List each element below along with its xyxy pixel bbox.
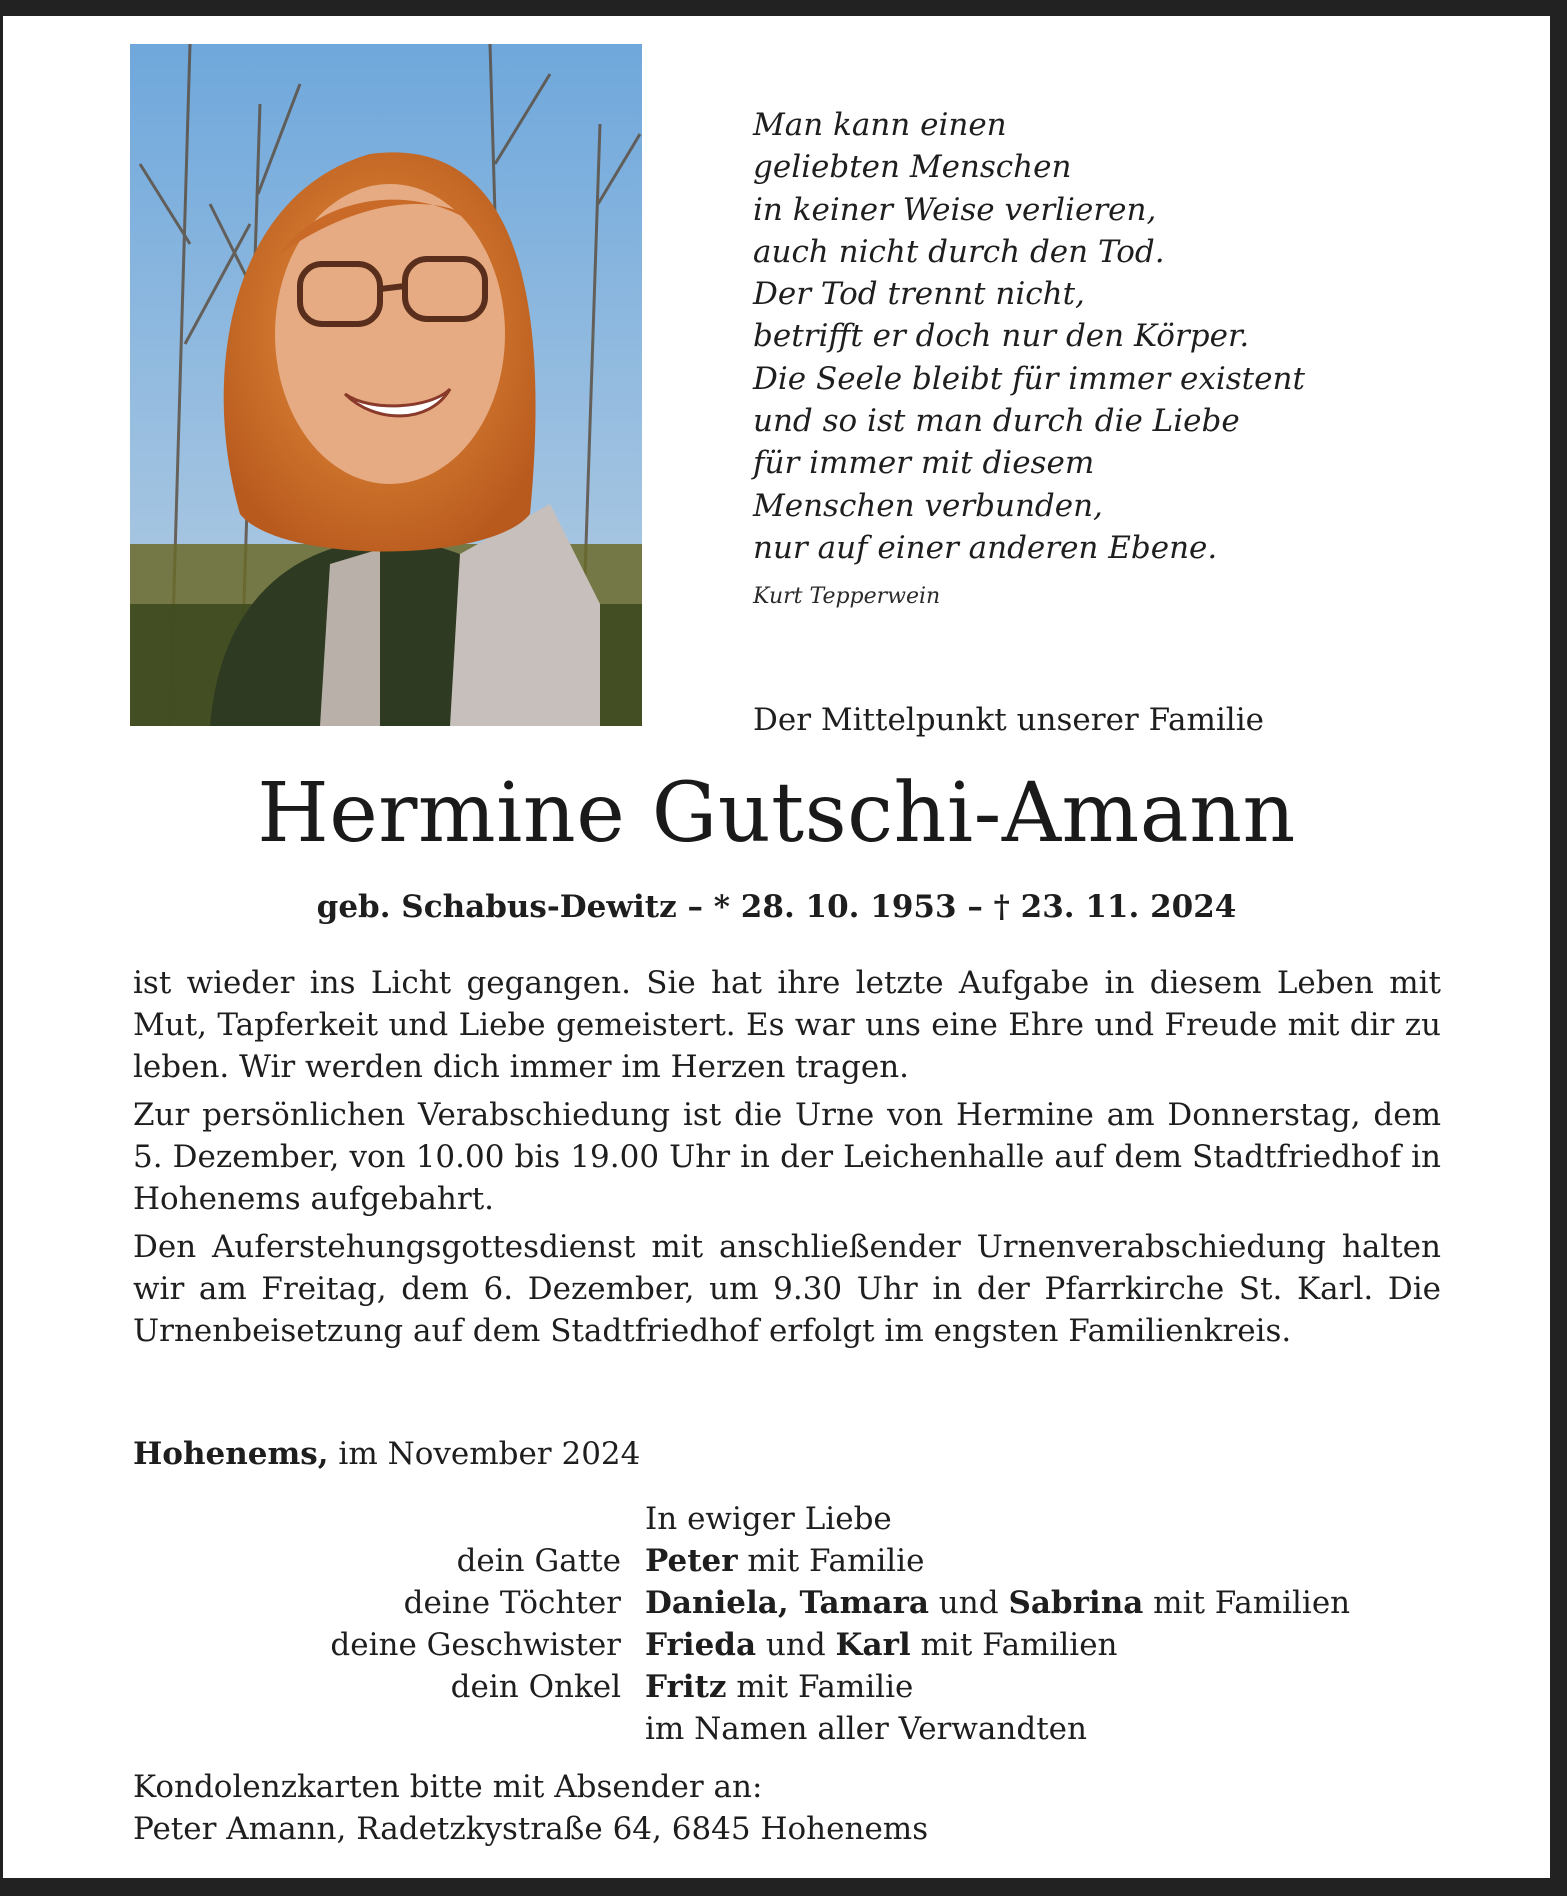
signer-relation: dein Onkel (450, 1669, 621, 1705)
signer-row: dein Onkel Fritz mit Familie (133, 1666, 1443, 1708)
quote-line: nur auf einer anderen Ebene. (753, 529, 1218, 566)
footer-line: Peter Amann, Radetzkystraße 64, 6845 Hohenems (133, 1811, 929, 1847)
deceased-name: Hermine Gutschi-Amann (257, 766, 1296, 861)
signer-row: deine Geschwister Frieda und Karl mit Familien (133, 1624, 1443, 1666)
signer-relation: deine Geschwister (330, 1627, 621, 1663)
signer-name: Fritz (645, 1669, 727, 1705)
condolence-address (133, 1766, 928, 1850)
quote-text (753, 104, 1305, 569)
body-paragraph: Den Auferstehungsgottesdienst mit anschließender Urnenverabschiedung halten wir am Freitag, dem 6. Dezember, um 9.30 Uhr in der Pfarrkirche St. Karl. Die Urnenbeisetzung auf dem Stadtfriedhof erfolgt im engsten Familienkreis. (133, 1229, 1441, 1349)
quote-line: betrifft er doch nur den Körper. (753, 318, 1250, 355)
signer-name: Peter (645, 1543, 738, 1579)
quote-line: geliebten Menschen (753, 149, 1072, 186)
quote-line: und so ist man durch die Liebe (753, 403, 1240, 440)
quote-author: Kurt Tepperwein (753, 584, 941, 609)
signers-block (133, 1498, 1443, 1750)
signer-row: dein Gatte Peter mit Familie (133, 1540, 1443, 1582)
portrait-illustration (130, 44, 642, 726)
intro-line: Der Mittelpunkt unserer Familie (753, 702, 1264, 738)
obituary-body (133, 962, 1441, 1358)
signer-name: Frieda (645, 1627, 757, 1663)
quote-line: Menschen verbunden, (753, 487, 1103, 524)
signer-row (133, 1708, 1443, 1750)
obituary-page (3, 16, 1550, 1878)
place-month: im November 2024 (328, 1436, 641, 1472)
quote-line: auch nicht durch den Tod. (753, 233, 1165, 270)
quote-line: für immer mit diesem (753, 445, 1095, 482)
life-dates: geb. Schabus-Dewitz – * 28. 10. 1953 – † 23. 11. 2024 (316, 889, 1237, 925)
signer-relation: deine Töchter (403, 1585, 621, 1621)
quote-line: Man kann einen (753, 107, 1007, 143)
portrait-photo (130, 44, 642, 726)
quote-line: in keiner Weise verlieren, (753, 191, 1157, 228)
signer-row: deine Töchter Daniela, Tamara und Sabrina mit Familien (133, 1582, 1443, 1624)
quote-line: Die Seele bleibt für immer existent (753, 360, 1305, 397)
body-paragraph: Zur persönlichen Verabschiedung ist die Urne von Hermine am Donnerstag, dem 5. Dezember, von 10.00 bis 19.00 Uhr in der Leichenhalle auf dem Stadtfriedhof in Hohenems aufgebahrt. (133, 1097, 1441, 1217)
signer-row (133, 1498, 1443, 1540)
signer-relation: dein Gatte (456, 1543, 621, 1579)
signer-name: Daniela, Tamara (645, 1585, 929, 1621)
footer-line: Kondolenzkarten bitte mit Absender an: (133, 1769, 763, 1805)
body-paragraph: ist wieder ins Licht gegangen. Sie hat ihre letzte Aufgabe in diesem Leben mit Mut, Tapferkeit und Liebe gemeistert. Es war uns eine Ehre und Freude mit dir zu leben. Wir werden dich immer im Herzen tragen. (133, 965, 1441, 1085)
quote-line: Der Tod trennt nicht, (753, 276, 1085, 313)
place-city: Hohenems, (133, 1436, 329, 1472)
signers-opening: In ewiger Liebe (645, 1501, 892, 1537)
place-date (133, 1436, 640, 1472)
signers-closing: im Namen aller Verwandten (645, 1711, 1087, 1747)
signer-name: Karl (835, 1627, 911, 1663)
signer-name: Sabrina (1008, 1585, 1144, 1621)
